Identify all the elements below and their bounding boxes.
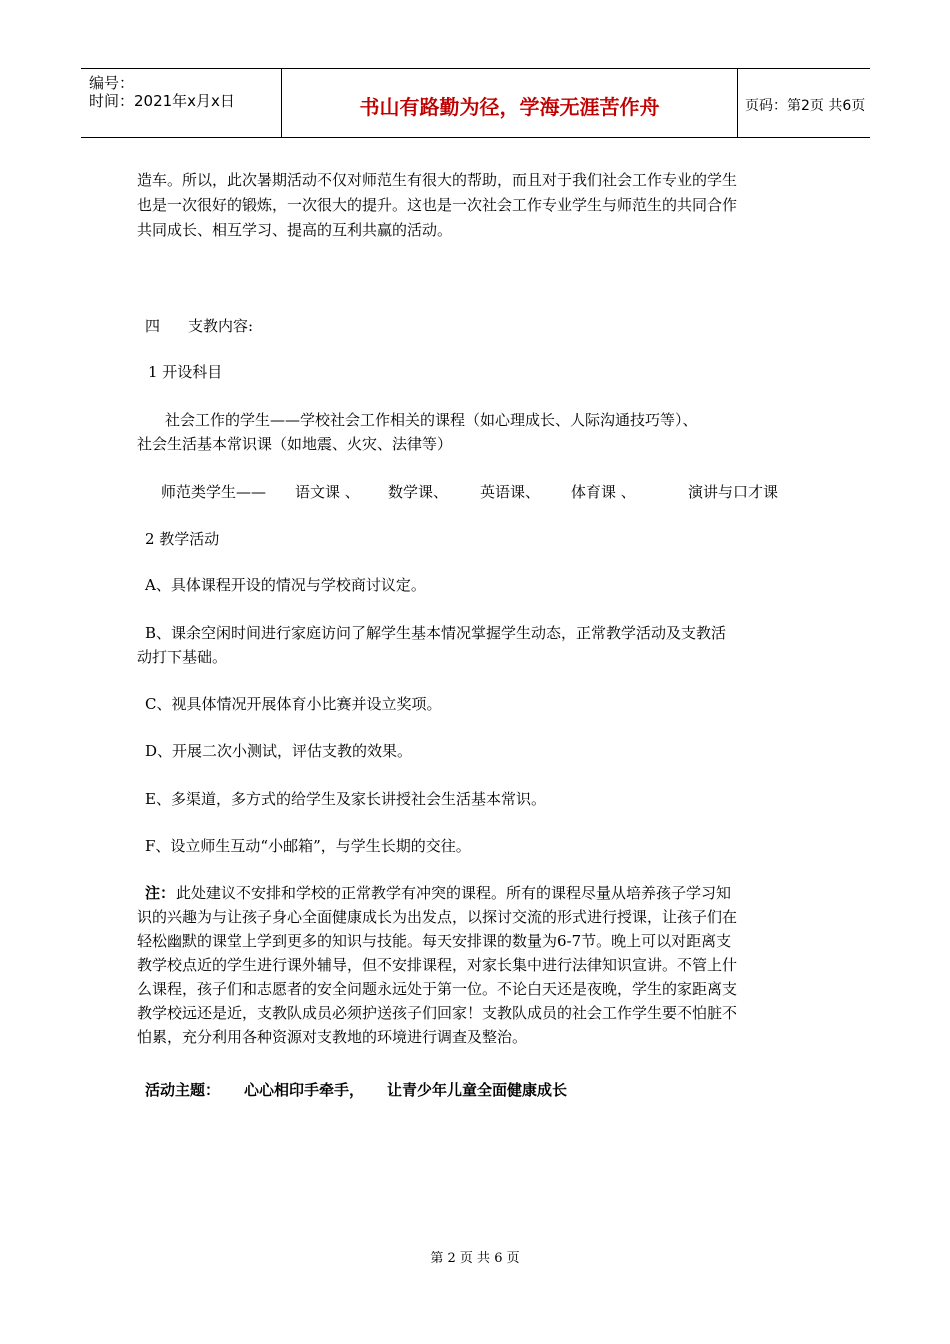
note-line: 轻松幽默的课堂上学到更多的知识与技能。每天安排课的数量为6-7节。晚上可以对距离支: [137, 932, 732, 950]
page-header: [81, 68, 870, 138]
page-footer: 第 2 页 共 6 页: [430, 1251, 520, 1266]
header-motto-cell: [281, 69, 738, 137]
activity-item: D、开展二次小测试，评估支教的效果。: [145, 742, 413, 760]
intro-line: 共同成长、相互学习、提高的互利共赢的活动。: [137, 221, 453, 239]
header-page-number: 页码：第2页 共6页: [745, 98, 866, 114]
section-number: 四: [145, 317, 161, 335]
intro-line: 造车。所以，此次暑期活动不仅对师范生有很大的帮助，而且对于我们社会工作专业的学生: [137, 171, 738, 189]
course-item: 英语课、: [480, 483, 541, 501]
activity-item: C、视具体情况开展体育小比赛并设立奖项。: [145, 695, 442, 713]
note-label: 注：: [145, 884, 176, 902]
course-item: 语文课 、: [295, 483, 360, 501]
header-motto: 书山有路勤为径，学海无涯苦作舟: [359, 95, 660, 119]
social-work-courses-line: 社会生活基本常识课（如地震、火灾、法律等）: [137, 435, 453, 453]
normal-students-label: 师范类学生——: [161, 483, 267, 501]
course-item: 演讲与口才课: [688, 483, 779, 501]
header-meta: [81, 69, 281, 137]
note-line: 么课程，孩子们和志愿者的安全问题永远处于第一位。不论白天还是夜晚，学生的家距离支: [137, 980, 738, 998]
note-line: 此处建议不安排和学校的正常教学有冲突的课程。所有的课程尽量从培养孩子学习知: [176, 884, 732, 902]
activity-item: A、具体课程开设的情况与学校商讨议定。: [145, 576, 426, 594]
document-number: 编号：: [89, 74, 135, 92]
note-line: 教学校远还是近，支教队成员必须护送孩子们回家！支教队成员的社会工作学生要不怕脏不: [137, 1004, 738, 1022]
social-work-courses-line: 社会工作的学生——学校社会工作相关的课程（如心理成长、人际沟通技巧等）、: [165, 411, 698, 429]
subsection-title: 1 开设科目: [148, 363, 223, 381]
header-page-cell: [737, 69, 870, 137]
activity-item: F、设立师生互动“小邮箱”，与学生长期的交往。: [145, 837, 471, 855]
theme-part: 心心相印手牵手，: [244, 1081, 365, 1099]
intro-line: 也是一次很好的锻炼，一次很大的提升。这也是一次社会工作专业学生与师范生的共同合作: [137, 196, 738, 214]
note-line: 怕累，充分利用各种资源对支教地的环境进行调查及整治。: [137, 1028, 528, 1046]
activity-item: E、多渠道，多方式的给学生及家长讲授社会生活基本常识。: [145, 790, 546, 808]
theme-label: 活动主题：: [145, 1081, 221, 1099]
note-line: 教学校点近的学生进行课外辅导，但不安排课程，对家长集中进行法律知识宣讲。不管上什: [137, 956, 738, 974]
activity-item-continuation: 动打下基础。: [137, 648, 228, 666]
course-item: 体育课 、: [571, 483, 636, 501]
theme-part: 让青少年儿童全面健康成长: [387, 1081, 568, 1099]
section-title: 支教内容:: [188, 317, 254, 335]
activity-item: B、课余空闲时间进行家庭访问了解学生基本情况掌握学生动态，正常教学活动及支教活: [145, 624, 727, 642]
subsection-title: 2 教学活动: [145, 530, 220, 548]
note-line: 识的兴趣为与让孩子身心全面健康成长为出发点，以探讨交流的形式进行授课，让孩子们在: [137, 908, 738, 926]
course-item: 数学课、: [388, 483, 449, 501]
document-date: 时间：2021年x月x日: [89, 92, 235, 110]
